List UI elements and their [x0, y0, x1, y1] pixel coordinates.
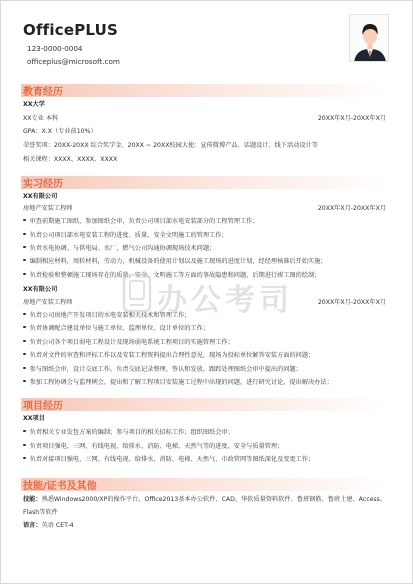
bullet-dot-icon: [23, 444, 26, 447]
job-bullet: 负责检验和整顿施工现场存在的质量、安全、文明施工等方面的事故隐患和问题，后期进行竣工图的绘制；: [23, 273, 320, 279]
job-bullet: 参加工程协调会与监理例会，提出和了解工程项目安装施工过程中出现的问题，进行研究讨论，提出解决办法；: [23, 380, 333, 386]
job-role: 房地产安装工程师: [23, 299, 73, 306]
job-bullet: 负责公司项目部水电安装工程的进度、质量、安全文明施工的管理工作；: [23, 233, 228, 239]
project-name: XX项目: [23, 415, 45, 422]
bullet-dot-icon: [23, 380, 26, 383]
bullet-dot-icon: [23, 326, 26, 329]
bullet-dot-icon: [23, 233, 26, 236]
job-period: 20XX年X月-20XX年X月: [317, 299, 386, 306]
education-section-title: 教育经历: [23, 87, 63, 98]
projects-section-title: 项目经历: [23, 401, 63, 412]
phone-number: 123-0000-0004: [27, 44, 83, 53]
job-bullet: 参与图纸会审，设计交底工作，负责交底记录整理、签认和发放，跟踪处理图纸会审中提出的问题；: [23, 367, 302, 373]
bullet-dot-icon: [23, 367, 26, 370]
bullet-dot-icon: [23, 219, 26, 222]
job-bullet: 负责对文件的审查和评标工作以及安装工程资料提出合理性意见，现场为投标单位解答安装方面的问题；: [23, 353, 314, 359]
bullet-dot-icon: [23, 259, 26, 262]
skills-section-header: [21, 478, 389, 491]
bullet-dot-icon: [23, 457, 26, 460]
skills-language: 语言：英语 CET-4: [23, 522, 74, 529]
skills-tech: 技能：熟悉Windows2000/XP的操作平台、Office2013基本办公软件、CAD、华软质量资料软件、鲁班钢筋、鲁班土建、Access、: [23, 496, 387, 503]
internship-section-header: [21, 176, 389, 189]
job-role: 房地产安装工程师: [23, 205, 73, 212]
project-bullet: 负责对接项目强电、三网、有线电视、给排水、消防、电梯、天然气、市政管网等图纸深化及变更工作；: [23, 457, 314, 463]
skills-tech-continued: Flash等软件: [23, 509, 58, 516]
watermark: [121, 269, 301, 319]
bullet-dot-icon: [23, 430, 26, 433]
bullet-dot-icon: [23, 246, 26, 249]
watermark-text: 办公考司: [157, 283, 293, 318]
project-bullet: 负责相关专业发包方案的编制；参与项目的相关招标工作；组织图纸会审；: [23, 430, 234, 436]
education-courses: 相关课程：XXXX、XXXX、XXXX: [23, 156, 118, 163]
job-bullet: 审查前期施工图纸，参加图纸会审，负责公司项目部水电安装部分的工程管理工作；: [23, 219, 259, 225]
job-bullet: 负责水电协调、与供电局、水厂、燃气公司沟通协调现场技术问题；: [23, 246, 215, 252]
watermark-logo-icon: [121, 271, 155, 317]
job-period: 20XX年X月-20XX年X月: [317, 205, 386, 212]
email-address: officeplus@microsoft.com: [27, 57, 120, 66]
job-bullet: 负责公司房地产开发项目的水电安装相关技术和管理工作；: [23, 313, 190, 319]
project-bullet: 负责项目强电、三网、有线电视、给排水、消防、电梯、天然气等的进度、安全与质量管理；: [23, 444, 283, 450]
education-period: 20XX年X月-20XX年X月: [317, 115, 386, 122]
internship-section-title: 实习经历: [23, 179, 63, 190]
avatar: [349, 14, 389, 62]
bullet-dot-icon: [23, 273, 26, 276]
education-honors: 荣誉奖项：20XX-20XX 综合奖学金、20XX ~ 20XX校园大使：宣传微博产品、话题设计、线下活动设计等: [23, 142, 318, 149]
candidate-name: OfficePLUS: [23, 21, 119, 39]
education-major: XX专业 本科: [23, 115, 59, 122]
job-bullet: 负责协调配合建设单位与施工单位、监理单位、设计单位的工作；: [23, 326, 209, 332]
bullet-dot-icon: [23, 313, 26, 316]
education-gpa: GPA：X.X（专业前10%）: [23, 128, 97, 135]
education-school: XX大学: [23, 101, 45, 108]
job-bullet: 编制相应材料，周转材料，劳动力，机械设备的使用计划以及施工现场的进度计划，经经理核准后开始实施；: [23, 259, 327, 265]
job-bullet: 负责公司各个项目弱电工程设计及现场弱电系统工程项目的实施管理工作；: [23, 340, 234, 346]
bullet-dot-icon: [23, 340, 26, 343]
projects-section-header: [21, 398, 389, 411]
avatar-portrait-icon: [350, 15, 389, 62]
job-company: XX有限公司: [23, 193, 58, 200]
education-section-header: [21, 84, 389, 97]
job-company: XX有限公司: [23, 286, 58, 293]
skills-section-title: 技能/证书及其他: [23, 481, 97, 492]
bullet-dot-icon: [23, 353, 26, 356]
